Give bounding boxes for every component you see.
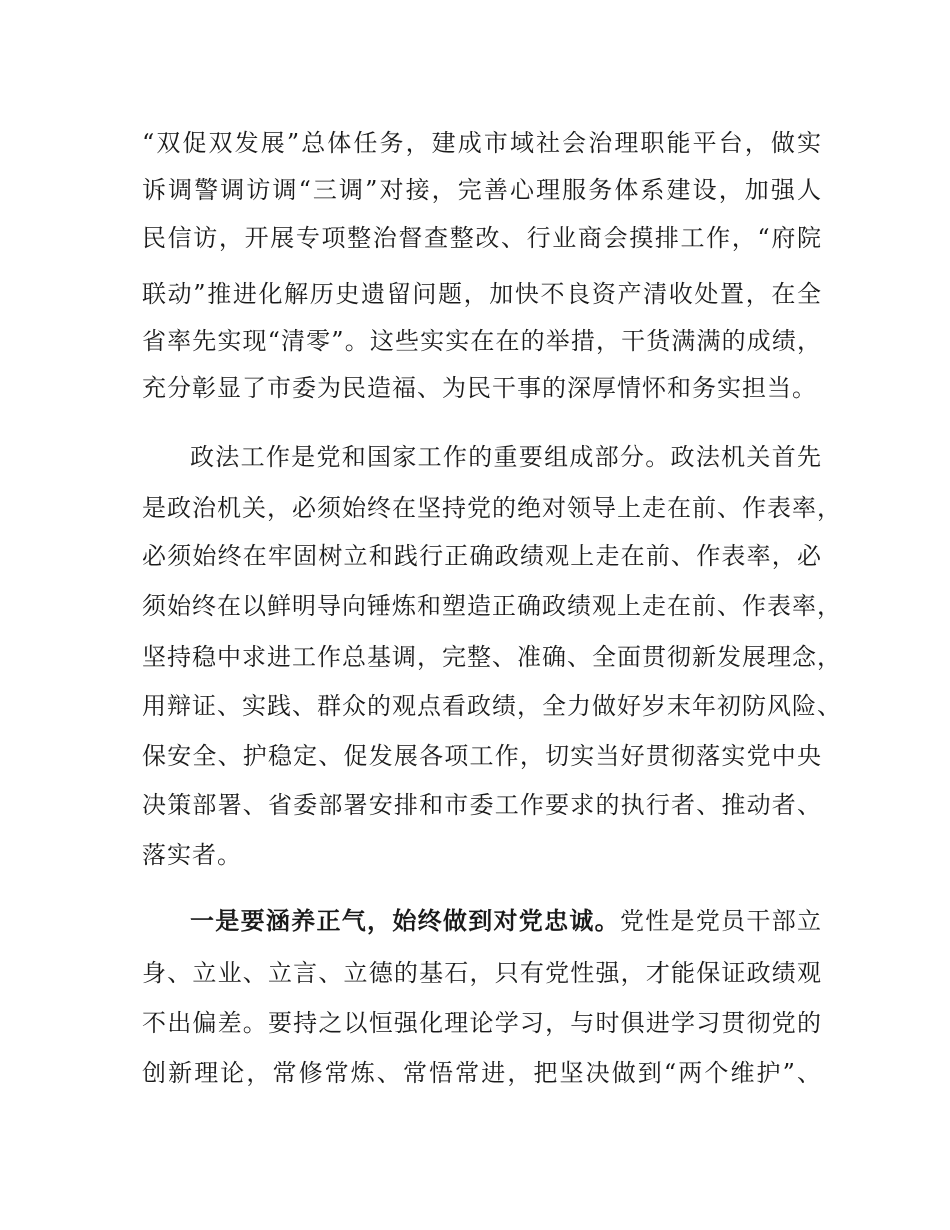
paragraph-1-line-2: 诉调警调访调“三调”对接，完善心理服务体系建设，加强人 [142, 176, 822, 204]
paragraph-1-line-3: 民信访，开展专项整治督查整改、行业商会摸排工作，“府院 [142, 224, 822, 252]
paragraph-2-line-7: 保安全、护稳定、促发展各项工作，切实当好贯彻落实党中央 [142, 742, 822, 770]
paragraph-1-line-5: 省率先实现“清零”。这些实实在在的举措，干货满满的成绩， [142, 327, 822, 355]
paragraph-3-line-4: 创新理论，常修常炼、常悟常进，把坚决做到“两个维护”、 [142, 1059, 822, 1087]
paragraph-2-line-8: 决策部署、省委部署安排和市委工作要求的执行者、推动者、 [142, 791, 822, 819]
paragraph-3-line-1 [190, 901, 822, 941]
paragraph-2-line-3: 必须始终在牢固树立和践行正确政绩观上走在前、作表率，必 [142, 542, 822, 570]
paragraph-2-line-9: 落实者。 [142, 841, 242, 869]
paragraph-2-line-4: 须始终在以鲜明导向锤炼和塑造正确政绩观上走在前、作表率， [142, 592, 842, 620]
paragraph-2-line-2: 是政治机关，必须始终在坚持党的绝对领导上走在前、作表率， [142, 494, 842, 522]
paragraph-3-line-2: 身、立业、立言、立德的基石，只有党性强，才能保证政绩观 [142, 959, 822, 987]
paragraph-1-line-4: 联动”推进化解历史遗留问题，加快不良资产清收处置，在全 [142, 280, 822, 308]
paragraph-1-line-6: 充分彰显了市委为民造福、为民干事的深厚情怀和务实担当。 [142, 374, 817, 402]
paragraph-2-line-6: 用辩证、实践、群众的观点看政绩，全力做好岁末年初防风险、 [142, 692, 842, 720]
paragraph-3-lead-text: 党性是党员干部立 [619, 907, 823, 935]
paragraph-3-line-3: 不出偏差。要持之以恒强化理论学习，与时俱进学习贯彻党的 [142, 1009, 822, 1037]
paragraph-1-line-1: “双促双发展”总体任务，建成市域社会治理职能平台，做实 [142, 129, 822, 157]
paragraph-3-lead-heading: 一是要涵养正气，始终做到对党忠诚。 [190, 907, 620, 935]
paragraph-2-line-1: 政法工作是党和国家工作的重要组成部分。政法机关首先 [190, 443, 822, 471]
paragraph-2-line-5: 坚持稳中求进工作总基调，完整、准确、全面贯彻新发展理念， [142, 643, 842, 671]
